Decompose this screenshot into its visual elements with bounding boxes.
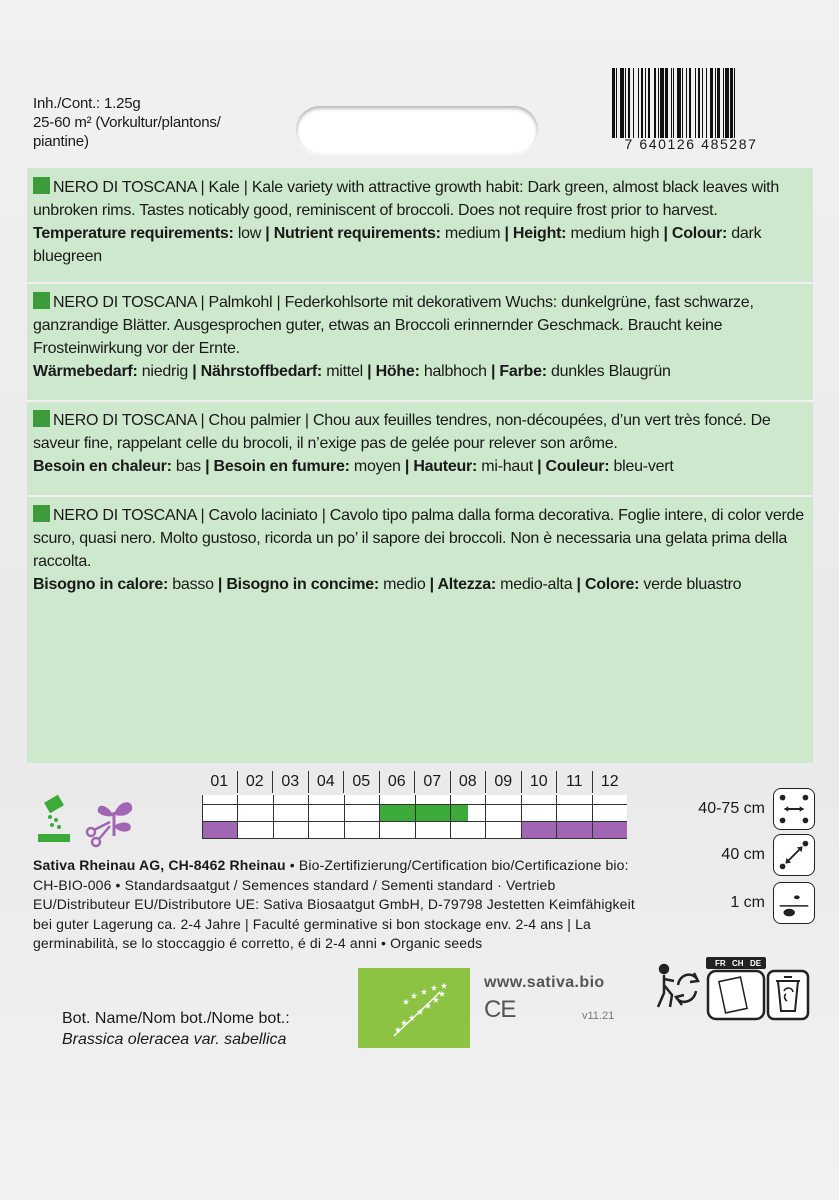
company-info — [33, 856, 643, 954]
spec-value: dark bluegreen — [33, 225, 762, 265]
spec-value: medio-alta — [495, 576, 577, 593]
barcode-bar — [648, 68, 649, 138]
month-label: 08 — [450, 771, 486, 793]
description-en — [33, 176, 807, 268]
calendar-cell — [344, 805, 379, 821]
calendar-cell — [521, 805, 556, 821]
description-panel — [27, 168, 813, 763]
sowing-depth-icon — [773, 882, 815, 924]
spec-value: verde bluastro — [639, 576, 742, 593]
barcode-bar — [633, 68, 634, 138]
calendar-cell — [344, 795, 379, 804]
spec-value: bleu-vert — [609, 458, 674, 475]
barcode-bar — [730, 68, 733, 138]
spec-key: | Farbe: — [490, 363, 547, 380]
calendar-cell — [415, 822, 450, 838]
barcode-bar — [671, 68, 672, 138]
barcode-bar — [717, 68, 720, 138]
description-text: NERO DI TOSCANA | Palmkohl | Federkohlsorte mit dekorativem Wuchs: dunkelgrüne, fast schwarze, ganzrandige Blätter. Ausgesprochen guter, etwas an Broccoli erinnernder Geschmack. Braucht keine Frosteinwirkung vor der Ernte. — [33, 294, 754, 357]
barcode-bar — [710, 68, 714, 138]
calendar-cell — [273, 805, 308, 821]
calendar-cell — [450, 822, 485, 838]
calendar-cell — [485, 795, 520, 804]
barcode-bar — [702, 68, 703, 138]
company-name: Sativa Rheinau AG, CH-8462 Rheinau — [33, 857, 286, 873]
barcode-bar — [734, 68, 735, 138]
contents-area-cont: piantine) — [33, 133, 89, 150]
ce-mark: CE — [484, 996, 516, 1023]
language-marker — [33, 410, 50, 427]
description-fr — [33, 409, 807, 478]
calendar-cell — [202, 805, 237, 821]
calendar-cell — [344, 822, 379, 838]
hang-hole — [296, 106, 538, 154]
calendar-cell — [379, 795, 414, 804]
barcode-number: 7 640126 485287 — [624, 136, 758, 152]
month-label: 09 — [485, 771, 521, 793]
company-details: • Bio-Zertifizierung/Certification bio/Certificazione bio: CH-BIO-006 • Standardsaatgut / Semences standard / Sementi standard · Vertrieb EU/Distributeur EU/Distributore UE: Sativa Biosaatgut GmbH, D-79798 Jestetten Keimfähigkeit bei guter Lagerung ca. 2-4 Jahre | Faculté germinative si bon stockage env. 2-4 ans | La germinabilità, se lo stoccaggio é corretto, é di 2-4 anni • Organic seeds — [33, 857, 635, 951]
divider — [27, 495, 813, 497]
eu-organic-logo — [358, 968, 470, 1048]
spec-value: moyen — [349, 458, 405, 475]
contents-weight: Inh./Cont.: 1.25g — [33, 95, 141, 112]
language-marker — [33, 292, 50, 309]
calendar-cell — [202, 795, 237, 804]
barcode-bar — [677, 68, 681, 138]
calendar-cell — [237, 805, 272, 821]
calendar-cell — [592, 795, 627, 804]
spec-value: dunkles Blaugrün — [546, 363, 671, 380]
calendar-blank-row — [202, 795, 627, 805]
calendar-cell — [521, 822, 556, 838]
spec-value: mittel — [322, 363, 368, 380]
barcode-bar — [715, 68, 716, 138]
contents-area: 25-60 m² (Vorkultur/plantons/ — [33, 114, 221, 131]
month-label: 11 — [556, 771, 592, 793]
calendar-cell — [308, 822, 343, 838]
calendar-cell — [521, 795, 556, 804]
botanical-name: Brassica oleracea var. sabellica — [62, 1031, 287, 1048]
barcode-bar — [638, 68, 639, 138]
botanical-label: Bot. Name/Nom bot./Nome bot.: — [62, 1010, 290, 1027]
calendar-cell — [379, 805, 414, 821]
calendar-cell — [556, 822, 591, 838]
calendar-cell — [450, 795, 485, 804]
barcode-bar — [723, 68, 724, 138]
scissors-plant-icon — [87, 802, 132, 846]
barcode-bar — [682, 68, 683, 138]
botanical-name-block — [62, 1008, 290, 1050]
description-text: NERO DI TOSCANA | Chou palmier | Chou aux feuilles tendres, non-découpées, d’un vert très foncé. De saveur fine, rappelant celle du brocoli, il n’exige pas de gelée pour relever son arôme. — [33, 412, 771, 452]
sowing-planting-icons — [36, 792, 141, 848]
sowing-depth-value: 1 cm — [730, 894, 765, 911]
spec-value: niedrig — [137, 363, 193, 380]
barcode-bar — [645, 68, 646, 138]
spec-value: medium — [440, 225, 505, 242]
spec-key: | Couleur: — [537, 458, 610, 475]
barcode-bar — [625, 68, 626, 138]
spec-value: low — [233, 225, 266, 242]
spec-value: medium high — [566, 225, 664, 242]
calendar-cell — [450, 805, 485, 821]
barcode-bar — [612, 68, 615, 138]
spec-value: basso — [168, 576, 218, 593]
month-label: 07 — [414, 771, 450, 793]
spec-key: Temperature requirements: — [33, 225, 234, 242]
barcode-bar — [628, 68, 631, 138]
flag-fr: FR — [715, 959, 726, 968]
barcode-bar — [686, 68, 687, 138]
spec-value: medio — [378, 576, 430, 593]
divider — [27, 282, 813, 284]
month-label: 03 — [272, 771, 308, 793]
barcode-bar — [654, 68, 657, 138]
barcode-bar — [641, 68, 644, 138]
description-it — [33, 504, 807, 596]
version-label: v11.21 — [582, 1010, 615, 1022]
plant-spacing — [680, 834, 815, 876]
description-de — [33, 291, 807, 383]
seed-packet-sowing-icon — [38, 795, 70, 842]
barcode-bar — [706, 68, 707, 138]
calendar-cell — [556, 795, 591, 804]
row-spacing-icon — [773, 788, 815, 830]
month-label: 05 — [343, 771, 379, 793]
spec-key: | Colore: — [576, 576, 640, 593]
calendar-cell — [592, 805, 627, 821]
calendar-cell — [308, 795, 343, 804]
calendar-cell — [237, 822, 272, 838]
month-label: 04 — [308, 771, 344, 793]
barcode — [610, 68, 772, 168]
spec-key: | Nährstoffbedarf: — [192, 363, 323, 380]
recycling-icons — [650, 955, 810, 1021]
spec-key: Bisogno in calore: — [33, 576, 169, 593]
spec-key: Wärmebedarf: — [33, 363, 138, 380]
plant-spacing-value: 40 cm — [721, 846, 765, 863]
description-text: NERO DI TOSCANA | Cavolo laciniato | Cavolo tipo palma dalla forma decorativa. Foglie intere, di color verde scuro, quasi nero. Molto gustoso, ricorda un po’ il sapore dei broccoli. Non è necessaria una gelata prima della raccolta. — [33, 507, 804, 570]
spec-value: bas — [171, 458, 206, 475]
calendar-cell — [273, 795, 308, 804]
spec-key: | Altezza: — [429, 576, 496, 593]
calendar-sowing-row — [202, 805, 627, 822]
spec-key: | Besoin en fumure: — [205, 458, 350, 475]
barcode-bar — [620, 68, 624, 138]
calendar-month-header — [202, 771, 627, 793]
calendar-cell — [485, 805, 520, 821]
calendar-grid — [202, 795, 627, 839]
paper-bin-label — [706, 957, 766, 1019]
flag-de: DE — [750, 959, 762, 968]
barcode-bar — [665, 68, 668, 138]
spec-key: | Höhe: — [367, 363, 420, 380]
triman-icon — [658, 965, 698, 1007]
row-spacing-value: 40-75 cm — [698, 800, 765, 817]
growing-calendar — [202, 771, 627, 793]
sowing-depth — [680, 882, 815, 924]
flag-ch: CH — [732, 959, 744, 968]
barcode-bar — [660, 68, 664, 138]
calendar-cell — [379, 822, 414, 838]
language-marker — [33, 177, 50, 194]
barcode-bar — [698, 68, 701, 138]
calendar-cell — [308, 805, 343, 821]
month-label: 06 — [379, 771, 415, 793]
barcode-bar — [725, 68, 729, 138]
spec-key: | Colour: — [663, 225, 728, 242]
month-label: 01 — [210, 773, 229, 790]
barcode-bar — [658, 68, 659, 138]
spec-key: | Hauteur: — [404, 458, 478, 475]
spec-key: Besoin en chaleur: — [33, 458, 172, 475]
month-label: 02 — [237, 771, 273, 793]
row-spacing — [680, 788, 815, 830]
description-text: NERO DI TOSCANA | Kale | Kale variety with attractive growth habit: Dark green, almost black leaves with unbroken rims. Tastes noticably good, reminiscent of broccoli. Does not require frost prior to harvest. — [33, 179, 780, 219]
spec-key: | Nutrient requirements: — [265, 225, 441, 242]
recycle-bin-icon — [768, 971, 808, 1019]
plant-spacing-icon — [773, 834, 815, 876]
barcode-bar — [673, 68, 674, 138]
calendar-cell — [237, 795, 272, 804]
barcode-bars — [610, 68, 772, 138]
barcode-bar — [695, 68, 696, 138]
calendar-cell — [415, 805, 450, 821]
calendar-cell — [415, 795, 450, 804]
website-link[interactable]: www.sativa.bio — [484, 974, 605, 991]
calendar-cell — [202, 822, 237, 838]
calendar-cell — [556, 805, 591, 821]
calendar-cell — [273, 822, 308, 838]
barcode-bar — [616, 68, 617, 138]
calendar-cell — [485, 822, 520, 838]
spec-key: | Bisogno in concime: — [217, 576, 379, 593]
barcode-bar — [689, 68, 692, 138]
calendar-cell — [592, 822, 627, 838]
calendar-harvest-row — [202, 822, 627, 839]
spec-value: halbhoch — [419, 363, 491, 380]
language-marker — [33, 505, 50, 522]
contents-info — [33, 94, 221, 151]
month-label: 10 — [521, 771, 557, 793]
divider — [27, 400, 813, 402]
spec-key: | Height: — [504, 225, 567, 242]
spec-value: mi-haut — [477, 458, 538, 475]
month-label: 12 — [592, 771, 628, 793]
